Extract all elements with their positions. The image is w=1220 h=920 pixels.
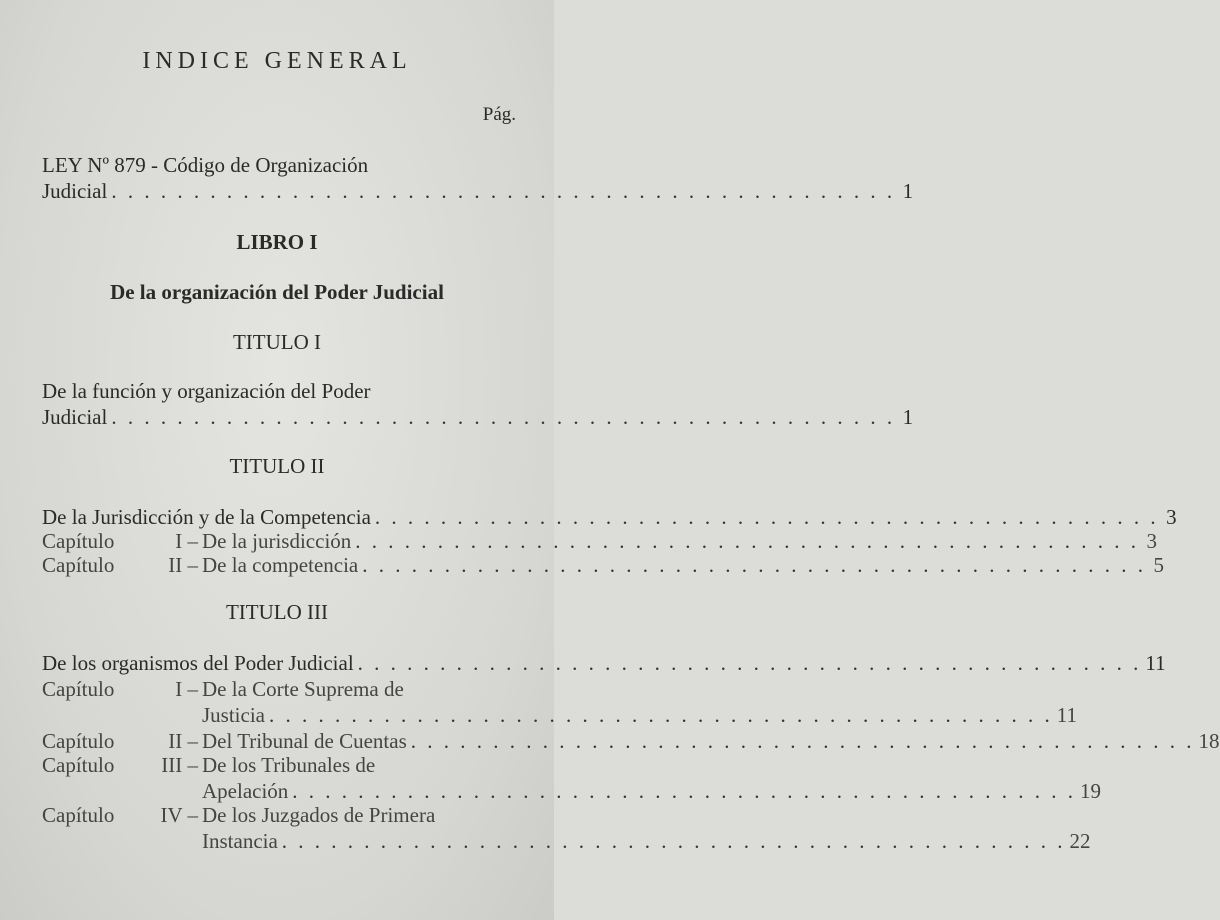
t1-entry-line2 [42, 404, 914, 430]
t3-cap4-line1 [42, 802, 514, 828]
ley-entry-text: LEY Nº 879 - Código de Organización [42, 153, 369, 177]
cap-page: 11 [1056, 703, 1077, 727]
leader-dots [111, 404, 895, 430]
t3-cap4-line2 [42, 828, 1091, 854]
t1-entry-text: De la función y organización del Poder [42, 379, 371, 403]
cap-title: Del Tribunal de Cuentas [202, 729, 407, 753]
cap-number: I – [175, 529, 198, 553]
cap-page: 18 [1198, 729, 1220, 753]
cap-title: De la jurisdicción [202, 529, 352, 553]
cap-number: I – [175, 677, 198, 701]
titulo-3-heading: TITULO III [225, 600, 329, 624]
cap-title-cont: Instancia [202, 829, 278, 853]
t3-entry-text: De los organismos del Poder Judicial [42, 651, 354, 675]
t3-cap3-line2 [42, 778, 1102, 804]
titulo-2-heading: TITULO II [229, 454, 325, 478]
cap-page: 22 [1069, 829, 1091, 853]
cap-number: II – [168, 729, 198, 753]
ley-entry-line1 [42, 152, 514, 178]
cap-number: III – [161, 753, 198, 777]
t2-entry-page: 3 [1166, 505, 1177, 529]
leader-dots [362, 552, 1146, 578]
t2-cap1-entry [42, 528, 1158, 554]
t2-entry [42, 504, 1177, 530]
cap-title-cont: Apelación [202, 779, 289, 803]
cap-label: Capítulo [42, 529, 115, 553]
cap-page: 5 [1153, 553, 1164, 577]
cap-label: Capítulo [42, 729, 115, 753]
cap-page: 19 [1080, 779, 1102, 803]
ley-entry-line2 [42, 178, 914, 204]
t1-entry-text-cont: Judicial [42, 405, 108, 429]
leader-dots [375, 504, 1159, 530]
t3-cap1-line1 [42, 676, 514, 702]
t1-entry-line1 [42, 378, 514, 404]
t3-entry [42, 650, 1166, 676]
t2-entry-text: De la Jurisdicción y de la Competencia [42, 505, 371, 529]
t2-cap2-entry [42, 552, 1164, 578]
leader-dots [292, 778, 1076, 804]
leader-dots [411, 728, 1195, 754]
titulo-1-heading: TITULO I [232, 330, 322, 354]
ley-entry-text-cont: Judicial [42, 179, 108, 203]
page-column-label: Pág. [482, 104, 516, 125]
libro-subtitle: De la organización del Poder Judicial [110, 280, 444, 304]
cap-title: De los Juzgados de Primera [202, 803, 436, 827]
t3-cap3-line1 [42, 752, 514, 778]
cap-number: II – [168, 553, 198, 577]
leader-dots [111, 178, 895, 204]
cap-title: De la competencia [202, 553, 359, 577]
cap-label: Capítulo [42, 753, 115, 777]
t3-cap2-entry [42, 728, 1220, 754]
leader-dots [358, 650, 1142, 676]
cap-title: De los Tribunales de [202, 753, 376, 777]
cap-label: Capítulo [42, 553, 115, 577]
cap-label: Capítulo [42, 677, 115, 701]
t1-entry-page: 1 [902, 405, 914, 429]
leader-dots [269, 702, 1053, 728]
index-title: INDICE GENERAL [142, 48, 412, 74]
leader-dots [355, 528, 1139, 554]
t3-cap1-line2 [42, 702, 1077, 728]
cap-label: Capítulo [42, 803, 115, 827]
cap-page: 3 [1146, 529, 1158, 553]
cap-title: De la Corte Suprema de [202, 677, 404, 701]
libro-heading: LIBRO I [236, 230, 318, 254]
ley-entry-page: 1 [902, 179, 914, 203]
t3-entry-page: 11 [1145, 651, 1166, 675]
cap-title-cont: Justicia [202, 703, 265, 727]
leader-dots [282, 828, 1066, 854]
cap-number: IV – [160, 803, 198, 827]
